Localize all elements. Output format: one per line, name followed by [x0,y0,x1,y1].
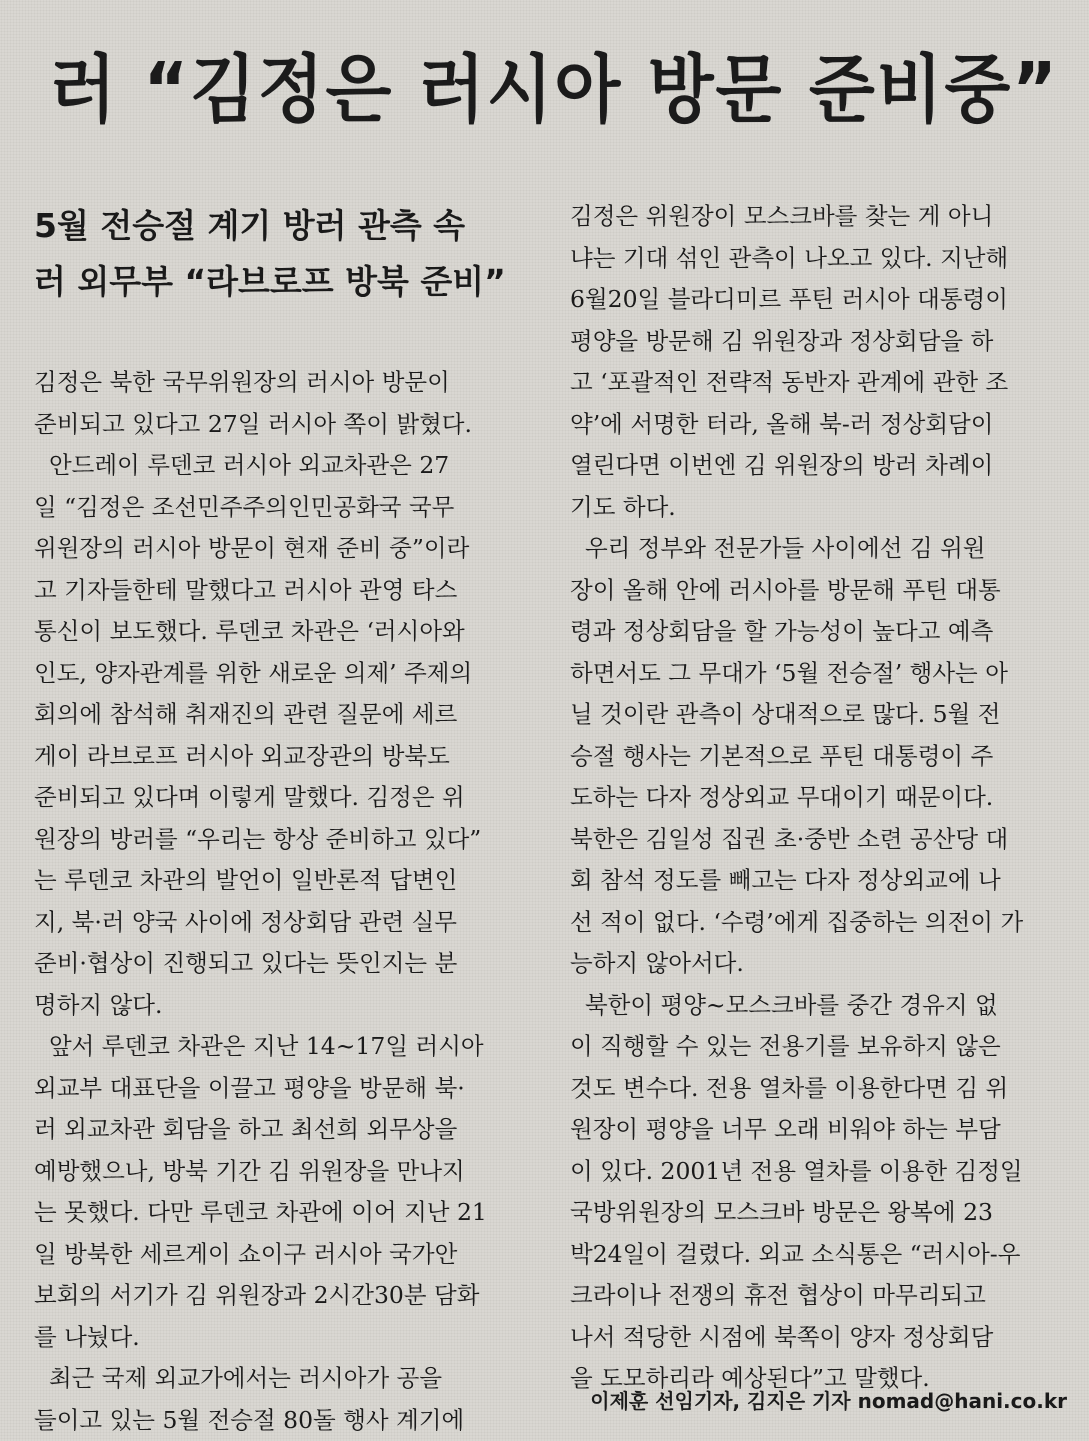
text-line: 국방위원장의 모스크바 방문은 왕복에 23 [570,1192,1075,1234]
text-line: 준비되고 있다며 이렇게 말했다. 김정은 위 [34,777,554,819]
text-line: 북한은 김일성 집권 초·중반 소련 공산당 대 [570,819,1075,861]
article-column-left [34,362,554,1441]
text-line: 러 외교차관 회담을 하고 최선희 외무상을 [34,1109,554,1151]
text-line: 인도, 양자관계를 위한 새로운 의제’ 주제의 [34,653,554,695]
text-line: 예방했으나, 방북 기간 김 위원장을 만나지 [34,1151,554,1193]
text-line: 준비되고 있다고 27일 러시아 쪽이 밝혔다. [34,404,554,446]
text-line: 나서 적당한 시점에 북쪽이 양자 정상회담 [570,1317,1075,1359]
text-line: 고 기자들한테 말했다고 러시아 관영 타스 [34,570,554,612]
text-line: 승절 행사는 기본적으로 푸틴 대통령이 주 [570,736,1075,778]
text-line: 원장의 방러를 “우리는 항상 준비하고 있다” [34,819,554,861]
text-line: 명하지 않다. [34,985,554,1027]
text-line: 회의에 참석해 취재진의 관련 질문에 세르 [34,694,554,736]
text-line: 평양을 방문해 김 위원장과 정상회담을 하 [570,321,1075,363]
text-line: 보회의 서기가 김 위원장과 2시간30분 담화 [34,1275,554,1317]
subheadline-2: 러 외무부 “라브로프 방북 준비” [34,254,544,310]
headline: 러 “김정은 러시아 방문 준비중” [50,40,1059,140]
text-line: 김정은 북한 국무위원장의 러시아 방문이 [34,362,554,404]
text-line: 고 ‘포괄적인 전략적 동반자 관계에 관한 조 [570,362,1075,404]
text-line: 준비·협상이 진행되고 있다는 뜻인지는 분 [34,943,554,985]
text-line: 이 직행할 수 있는 전용기를 보유하지 않은 [570,1026,1075,1068]
text-line: 김정은 위원장이 모스크바를 찾는 게 아니 [570,196,1075,238]
subheadline-block [34,198,544,310]
text-line: 냐는 기대 섞인 관측이 나오고 있다. 지난해 [570,238,1075,280]
text-line: 기도 하다. [570,487,1075,529]
text-line: 능하지 않아서다. [570,943,1075,985]
text-line: 일 “김정은 조선민주주의인민공화국 국무 [34,487,554,529]
text-line: 를 나눴다. [34,1317,554,1359]
subheadline-1: 5월 전승절 계기 방러 관측 속 [34,198,544,254]
text-line: 최근 국제 외교가에서는 러시아가 공을 [34,1358,554,1400]
text-line: 회 참석 정도를 빼고는 다자 정상외교에 나 [570,860,1075,902]
text-line: 우리 정부와 전문가들 사이에선 김 위원 [570,528,1075,570]
text-line: 장이 올해 안에 러시아를 방문해 푸틴 대통 [570,570,1075,612]
text-line: 안드레이 루덴코 러시아 외교차관은 27 [34,445,554,487]
text-line: 약’에 서명한 터라, 올해 북-러 정상회담이 [570,404,1075,446]
text-line: 6월20일 블라디미르 푸틴 러시아 대통령이 [570,279,1075,321]
text-line: 는 못했다. 다만 루덴코 차관에 이어 지난 21 [34,1192,554,1234]
text-line: 원장이 평양을 너무 오래 비워야 하는 부담 [570,1109,1075,1151]
text-line: 것도 변수다. 전용 열차를 이용한다면 김 위 [570,1068,1075,1110]
text-line: 들이고 있는 5월 전승절 80돌 행사 계기에 [34,1400,554,1441]
text-line: 령과 정상회담을 할 가능성이 높다고 예측 [570,611,1075,653]
text-line: 외교부 대표단을 이끌고 평양을 방문해 북· [34,1068,554,1110]
text-line: 이 있다. 2001년 전용 열차를 이용한 김정일 [570,1151,1075,1193]
text-line: 북한이 평양~모스크바를 중간 경유지 없 [570,985,1075,1027]
text-line: 박24일이 걸렸다. 외교 소식통은 “러시아-우 [570,1234,1075,1276]
text-line: 크라이나 전쟁의 휴전 협상이 마무리되고 [570,1275,1075,1317]
byline: 이제훈 선임기자, 김지은 기자 nomad@hani.co.kr [590,1386,1067,1416]
text-line: 선 적이 없다. ‘수령’에게 집중하는 의전이 가 [570,902,1075,944]
text-line: 게이 라브로프 러시아 외교장관의 방북도 [34,736,554,778]
text-line: 을 도모하리라 예상된다”고 말했다. [570,1358,1075,1400]
text-line: 닐 것이란 관측이 상대적으로 많다. 5월 전 [570,694,1075,736]
article-column-right [570,196,1075,1400]
text-line: 열린다면 이번엔 김 위원장의 방러 차례이 [570,445,1075,487]
text-line: 도하는 다자 정상외교 무대이기 때문이다. [570,777,1075,819]
text-line: 일 방북한 세르게이 쇼이구 러시아 국가안 [34,1234,554,1276]
text-line: 는 루덴코 차관의 발언이 일반론적 답변인 [34,860,554,902]
text-line: 지, 북·러 양국 사이에 정상회담 관련 실무 [34,902,554,944]
text-line: 위원장의 러시아 방문이 현재 준비 중”이라 [34,528,554,570]
text-line: 앞서 루덴코 차관은 지난 14~17일 러시아 [34,1026,554,1068]
text-line: 통신이 보도했다. 루덴코 차관은 ‘러시아와 [34,611,554,653]
text-line: 하면서도 그 무대가 ‘5월 전승절’ 행사는 아 [570,653,1075,695]
